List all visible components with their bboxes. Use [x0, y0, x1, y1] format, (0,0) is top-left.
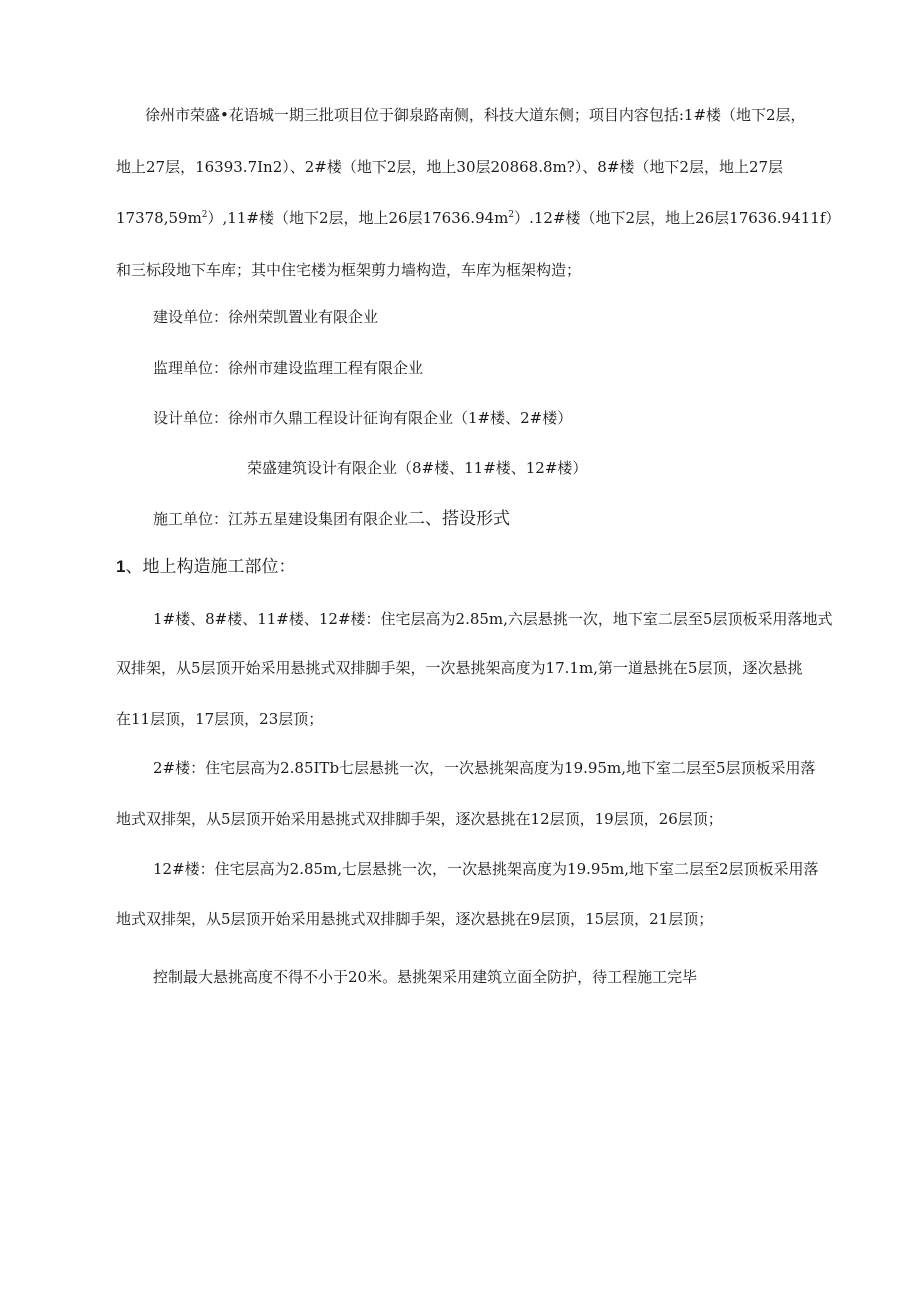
scaffold-para-a-line-3: 在11层顶，17层顶，23层顶；: [116, 710, 324, 728]
project-overview-line-3: [116, 208, 840, 228]
design-unit: 设计单位：徐州市久鼎工程设计征询有限企业（1#楼、2#楼）: [153, 409, 573, 427]
supervision-unit: 监理单位：徐州市建设监理工程有限企业: [153, 359, 424, 377]
scaffold-para-b-line-1: 2#楼：住宅层高为2.85ITb七层悬挑一次，一次悬挑架高度为19.95m,地下室二层至5层顶板采用落: [153, 759, 816, 777]
scaffold-para-a-line-1: 1#楼、8#楼、11#楼、12#楼：住宅层高为2.85m,六层悬挑一次，地下室二层至5层顶板采用落地式: [153, 610, 833, 628]
superscript-2: 2: [508, 210, 515, 220]
scaffold-para-d-line-1: 控制最大悬挑高度不得不小于20米。悬挑架采用建筑立面全防护，待工程施工完毕: [153, 968, 698, 986]
superscript-2: 2: [201, 210, 208, 220]
section-2-heading: 二、搭设形式: [408, 509, 511, 529]
scaffold-para-c-line-2: 地式双排架，从5层顶开始采用悬挑式双排脚手架，逐次悬挑在9层顶，15层顶，21层顶；: [116, 910, 714, 928]
scaffold-para-b-line-2: 地式双排架，从5层顶开始采用悬挑式双排脚手架，逐次悬挑在12层顶，19层顶，26层顶；: [116, 810, 723, 828]
project-overview-line-3c: ）.12#楼（地下2层，地上26层17636.9411f）: [514, 209, 841, 227]
project-overview-line-3a: 17378,59m: [116, 209, 202, 227]
project-overview-line-3b: ）,11#楼（地下2层，地上26层17636.94m: [207, 209, 509, 227]
project-overview-line-2: 地上27层，16393.7In2）、2#楼（地下2层，地上30层20868.8m?）、8#楼（地下2层，地上27层: [116, 158, 784, 176]
project-overview-line-1: 徐州市荣盛•花语城一期三批项目位于御泉路南侧，科技大道东侧；项目内容包括:1#楼（地下2层，: [145, 106, 806, 124]
scaffold-para-c-line-1: 12#楼：住宅层高为2.85m,七层悬挑一次，一次悬挑架高度为19.95m,地下室二层至2层顶板采用落: [153, 860, 819, 878]
design-unit-continued: 荣盛建筑设计有限企业（8#楼、11#楼、12#楼）: [247, 459, 588, 477]
section-1-heading: [116, 556, 295, 578]
section-1-title: 、地上构造施工部位：: [125, 557, 296, 577]
construction-owner-unit: 建设单位：徐州荣凯置业有限企业: [153, 308, 379, 326]
scaffold-para-a-line-2: 双排架，从5层顶开始采用悬挑式双排脚手架，一次悬挑架高度为17.1m,第一道悬挑在5层顶，逐次悬挑: [116, 659, 803, 677]
contractor-unit: [153, 509, 510, 529]
project-overview-line-4: 和三标段地下车库；其中住宅楼为框架剪力墙构造，车库为框架构造；: [116, 261, 582, 279]
section-1-number: 1: [116, 557, 126, 576]
contractor-unit-text: 施工单位：江苏五星建设集团有限企业: [153, 510, 409, 528]
